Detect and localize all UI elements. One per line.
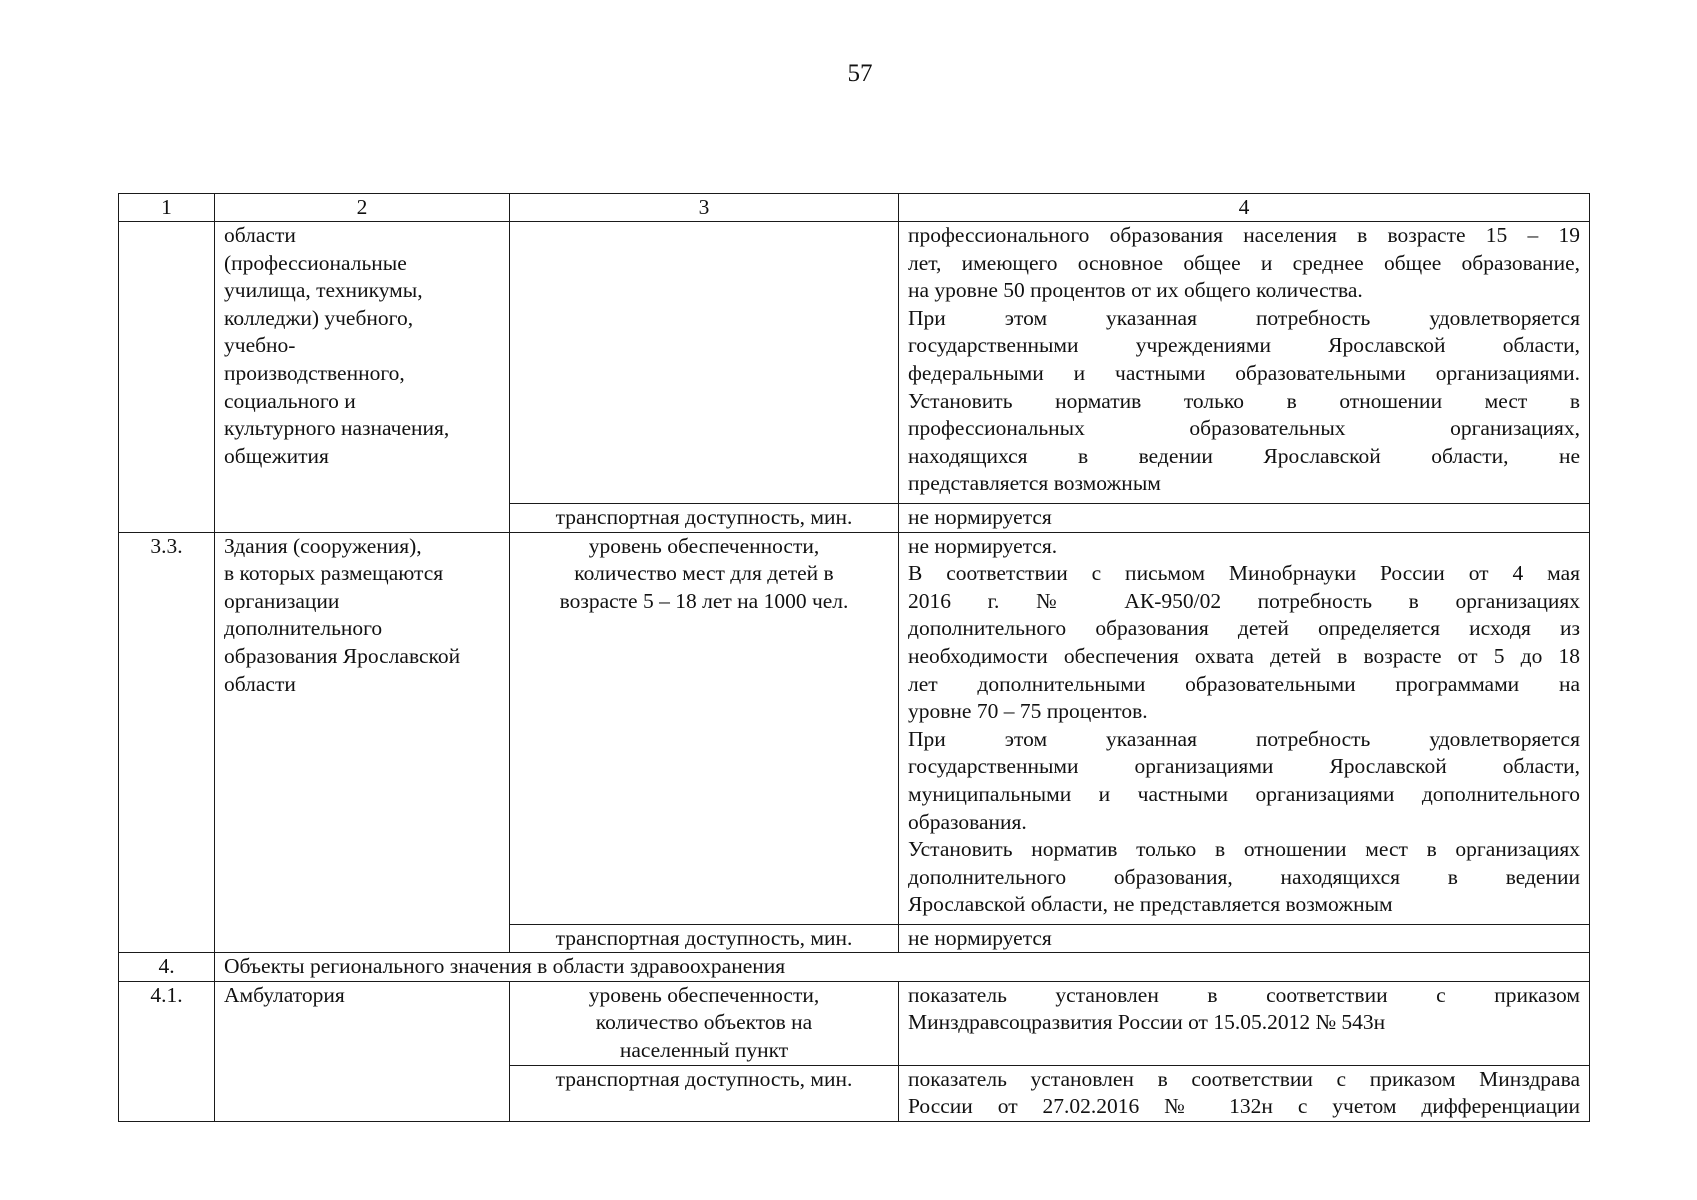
value-cell: показатель установлен в соответствии с приказом Минздравсоцразвития России от 15.05.2012 № 543н [899,981,1590,1065]
header-col-3: 3 [510,194,899,222]
row-number-3-3: 3.3. [119,532,215,953]
indicator-cell [510,222,899,504]
transport-label: транспортная доступность, мин. [510,1065,899,1121]
table-header-row [119,194,1590,222]
object-name-cell: Амбулатория [215,981,510,1121]
row-number-4: 4. [119,953,215,982]
table-row [119,981,1590,1065]
value-cell: профессионального образования населения в возрасте 15 – 19 лет, имеющего основное общее и среднее общее образование, на уровне 50 процентов от их общего количества. При этом указанная потребность удовлетворяется государственными учреждениями Ярославской области, федеральными и частными образовательными организациями. Установить норматив только в отношении мест в профессиональных образовательных организациях, находящихся в ведении Ярославской области, не представляется возможным [899,222,1590,504]
row-number-cell [119,222,215,533]
header-col-4: 4 [899,194,1590,222]
transport-value: не нормируется [899,504,1590,533]
table-row [119,222,1590,504]
object-name-cell: области (профессиональные училища, техникумы, колледжи) учебного, учебно- производственного, социального и культурного назначения, общежития [215,222,510,533]
transport-value: не нормируется [899,924,1590,953]
value-cell: не нормируется. В соответствии с письмом Минобрнауки России от 4 мая 2016 г. № АК-950/02 потребность в организациях дополнительного образования детей определяется исходя из необходимости обеспечения охвата детей в возрасте от 5 до 18 лет дополнительными образовательными программами на уровне 70 – 75 процентов. При этом указанная потребность удовлетворяется государственными организациями Ярославской области, муниципальными и частными организациями дополнительного образования. Установить норматив только в отношении мест в организациях дополнительного образования, находящихся в ведении Ярославской области, не представляется возможным [899,532,1590,924]
transport-value: показатель установлен в соответствии с приказом Минздрава России от 27.02.2016 № 132н с учетом дифференциации [899,1065,1590,1121]
section-title: Объекты регионального значения в области здравоохранения [215,953,1590,982]
object-name-cell: Здания (сооружения), в которых размещаются организации дополнительного образования Ярославской области [215,532,510,953]
norms-table [118,193,1590,1122]
table-row [119,532,1590,924]
header-col-2: 2 [215,194,510,222]
page-number: 57 [847,60,873,87]
indicator-cell: уровень обеспеченности, количество объектов на населенный пункт [510,981,899,1065]
row-number-4-1: 4.1. [119,981,215,1121]
transport-label: транспортная доступность, мин. [510,504,899,533]
table-row [119,953,1590,982]
header-col-1: 1 [119,194,215,222]
indicator-cell: уровень обеспеченности, количество мест для детей в возрасте 5 – 18 лет на 1000 чел. [510,532,899,924]
transport-label: транспортная доступность, мин. [510,924,899,953]
